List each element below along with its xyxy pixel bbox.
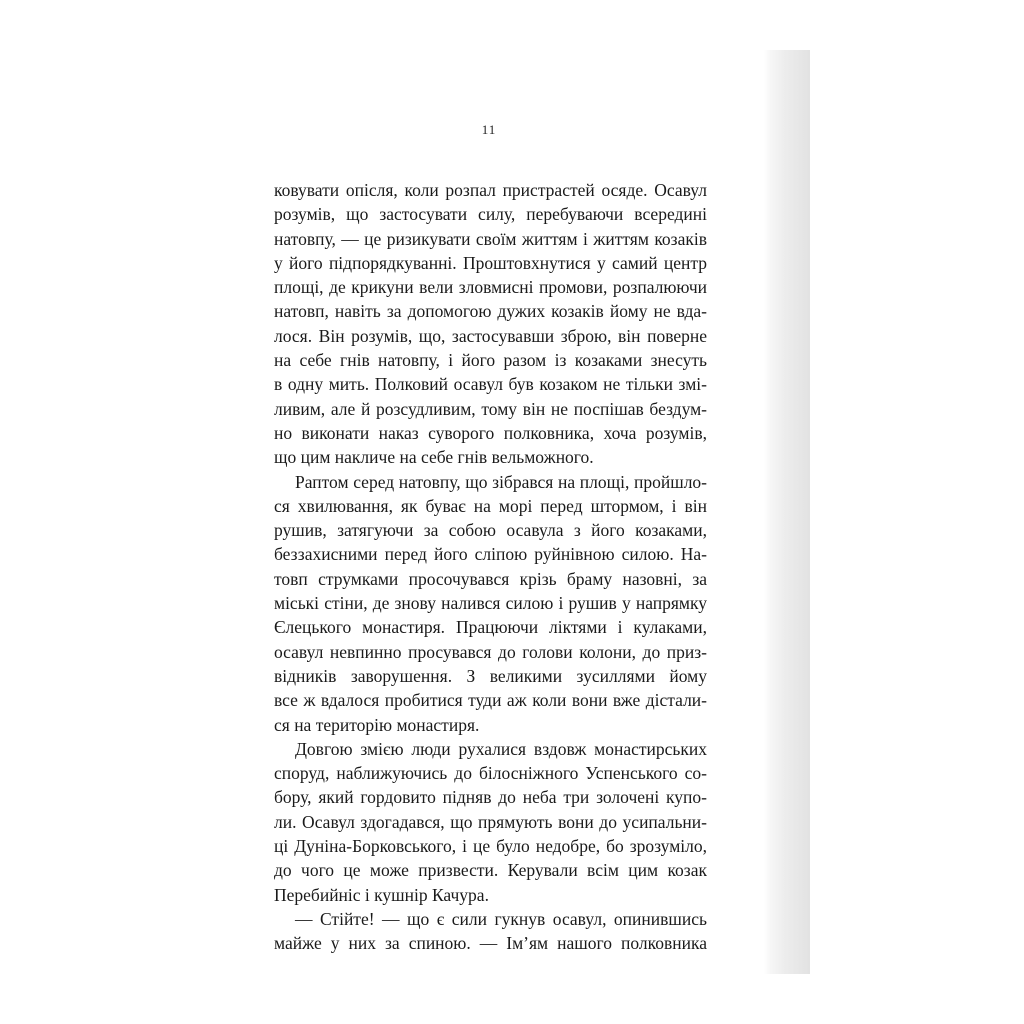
text-line: товп струмками просочувався крізь браму назовні, за <box>274 568 707 589</box>
text-line: ливим, але й розсудливим, тому він не поспішав бездум- <box>274 398 707 419</box>
text-line: площі, де крикуни вели зловмисні промови, розпалюючи <box>274 277 707 298</box>
text-line: розумів, що застосувати силу, перебуваючи всередині <box>274 204 707 225</box>
text-line: ся хвилювання, як буває на морі перед штормом, і він <box>274 495 707 516</box>
text-line: відників заворушення. З великими зусиллями йому <box>274 665 707 686</box>
text-line: в одну мить. Полковий осавул був козаком не тільки змі- <box>274 374 707 395</box>
text-line: у його підпорядкуванні. Проштовхнутися у самий центр <box>274 252 707 273</box>
text-line: — Стійте! — що є сили гукнув осавул, опинившись <box>295 908 707 929</box>
text-line: осавул невпинно просувався до голови колони, до приз- <box>274 641 707 662</box>
text-line: натовп, навіть за допомогою дужих козаків йому не вда- <box>274 301 707 322</box>
text-line: но виконати наказ суворого полковника, хоча розумів, <box>274 422 707 443</box>
body-text <box>274 178 707 956</box>
text-line: на себе гнів натовпу, і його разом із козаками знесуть <box>274 350 707 371</box>
text-line: лося. Він розумів, що, застосувавши зброю, він поверне <box>274 325 707 346</box>
text-line: натовпу, — це ризикувати своїм життям і життям козаків <box>274 228 707 249</box>
text-line: Єлецького монастиря. Працюючи ліктями і кулаками, <box>274 617 707 638</box>
page-number: 11 <box>481 122 497 137</box>
text-line: ковувати опісля, коли розпал пристрастей осяде. Осавул <box>274 180 707 200</box>
text-line: бору, який гордовито підняв до неба три золочені купо- <box>274 787 707 808</box>
text-line: споруд, наближуючись до білосніжного Успенського со- <box>274 763 707 784</box>
text-line: все ж вдалося пробитися туди аж коли вони вже дістали- <box>274 690 707 711</box>
text-line: Перебийніс і кушнір Качура. <box>274 884 489 905</box>
text-line: ці Дуніна-Борковського, і це було недобре, бо зрозуміло, <box>274 836 707 857</box>
text-line: Раптом серед натовпу, що зібрався на площі, пройшло- <box>295 471 707 492</box>
text-line: міські стіни, де знову налився силою і рушив у напрямку <box>274 593 707 614</box>
text-line: до чого це може призвести. Керували всім цим козак <box>274 860 707 881</box>
text-line: майже у них за спиною. — Ім’ям нашого полковника <box>274 933 707 954</box>
book-page <box>214 50 810 974</box>
text-line: ся на територію монастиря. <box>274 714 480 735</box>
text-line: беззахисними перед його сліпою руйнівною силою. На- <box>274 544 707 565</box>
text-line: Довгою змією люди рухалися вздовж монастирських <box>295 738 707 759</box>
text-line: ли. Осавул здогадався, що прямують вони до усипальни- <box>274 811 707 832</box>
text-line: що цим накличе на себе гнів вельможного. <box>274 447 594 468</box>
text-line: рушив, затягуючи за собою осавула з його козаками, <box>274 520 707 541</box>
